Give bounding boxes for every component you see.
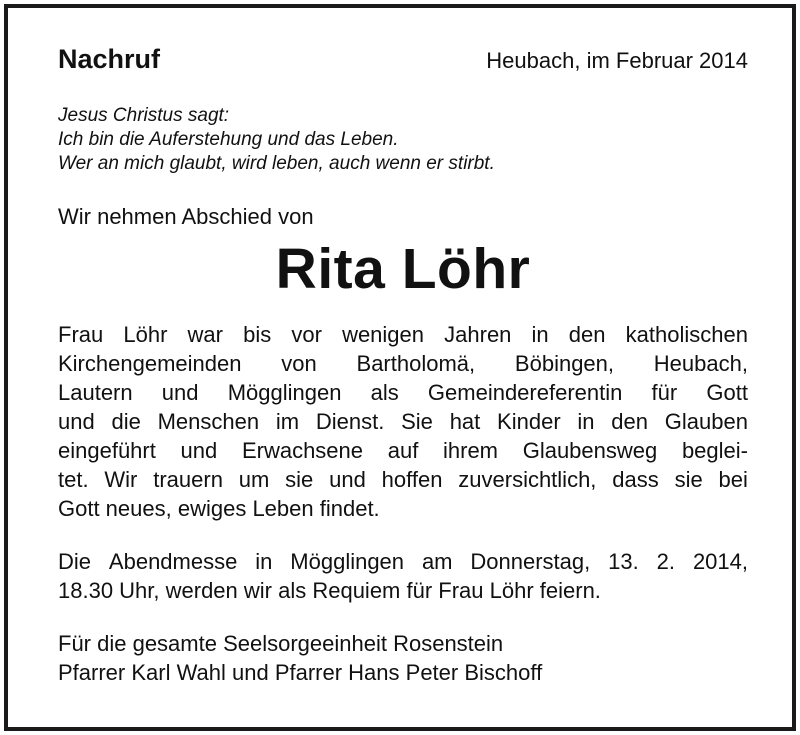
text-line: Gott neues, ewiges Leben findet.: [58, 496, 380, 521]
word: in: [531, 322, 549, 347]
text-line: [58, 378, 748, 407]
word: Bartholomä,: [356, 351, 476, 376]
word: 2014,: [692, 549, 748, 574]
word: Glauben: [664, 409, 748, 434]
quote-line: Jesus Christus sagt:: [58, 105, 230, 126]
word: sie: [285, 467, 314, 492]
word: und: [161, 380, 199, 405]
word: Mögglingen: [227, 380, 342, 405]
word: Böbingen,: [514, 351, 615, 376]
word: Wir: [104, 467, 138, 492]
text-line: [58, 547, 748, 576]
requiem-paragraph: [58, 547, 748, 605]
word: für: [651, 380, 678, 405]
text-line: 18.30 Uhr, werden wir als Requiem für Frau Löhr feiern.: [58, 578, 601, 603]
place-date: Heubach, im Februar 2014: [486, 48, 748, 73]
text-line: [58, 436, 748, 465]
deceased-name: Rita Löhr: [275, 237, 531, 301]
word: Löhr: [123, 322, 168, 347]
bible-quote: [58, 104, 748, 176]
word: die: [111, 409, 141, 434]
quote-line: Ich bin die Auferstehung und das Leben.: [58, 129, 399, 150]
word: auf: [387, 438, 419, 463]
word: Frau: [58, 322, 104, 347]
word: und: [180, 438, 218, 463]
word: Die: [58, 549, 92, 574]
word: katholischen: [625, 322, 748, 347]
word: bis: [243, 322, 272, 347]
word: 2.: [656, 549, 676, 574]
word: war: [187, 322, 223, 347]
word: Gott: [706, 380, 748, 405]
word: Kirchengemeinden: [58, 351, 242, 376]
word: um: [238, 467, 270, 492]
word: tet.: [58, 467, 89, 492]
word: hoffen: [381, 467, 443, 492]
word: in: [577, 409, 595, 434]
word: trauern: [153, 467, 223, 492]
text-line: [58, 407, 748, 436]
signature-block: [58, 629, 748, 687]
word: und: [58, 409, 95, 434]
signature-line: Für die gesamte Seelsorgeeinheit Rosenstein: [58, 631, 504, 656]
obituary-title: Nachruf: [58, 44, 161, 74]
word: Heubach,: [653, 351, 748, 376]
word: ihrem: [443, 438, 499, 463]
signature-line: Pfarrer Karl Wahl und Pfarrer Hans Peter Bischoff: [58, 660, 543, 685]
word: Gemeindereferentin: [427, 380, 623, 405]
header: [58, 44, 748, 84]
word: am: [421, 549, 453, 574]
tribute-paragraph: [58, 320, 748, 523]
word: sie: [674, 467, 703, 492]
obituary-frame: [4, 4, 796, 731]
word: 13.: [608, 549, 639, 574]
word: wenigen: [342, 322, 425, 347]
word: in: [255, 549, 273, 574]
word: Mögglingen: [290, 549, 405, 574]
word: eingeführt: [58, 438, 156, 463]
word: Glaubensweg: [522, 438, 658, 463]
farewell-intro: Wir nehmen Abschied von: [58, 204, 314, 229]
quote-line: Wer an mich glaubt, wird leben, auch wenn er stirbt.: [58, 153, 495, 174]
word: von: [281, 351, 317, 376]
word: Lautern: [58, 380, 133, 405]
word: beglei-: [681, 438, 748, 463]
word: zuversichtlich,: [458, 467, 597, 492]
word: Jahren: [444, 322, 512, 347]
word: Abendmesse: [108, 549, 238, 574]
word: den: [611, 409, 649, 434]
text-line: [58, 320, 748, 349]
word: Kinder: [497, 409, 561, 434]
word: Sie: [401, 409, 433, 434]
text-line: [58, 465, 748, 494]
obituary-content: [58, 44, 748, 687]
word: als: [370, 380, 399, 405]
word: Dienst.: [315, 409, 385, 434]
word: vor: [291, 322, 322, 347]
word: hat: [449, 409, 481, 434]
word: Erwachsene: [241, 438, 364, 463]
word: dass: [612, 467, 659, 492]
word: den: [568, 322, 606, 347]
word: und: [329, 467, 366, 492]
word: Menschen: [157, 409, 260, 434]
word: Donnerstag,: [470, 549, 591, 574]
word: im: [275, 409, 300, 434]
word: bei: [718, 467, 748, 492]
text-line: [58, 349, 748, 378]
